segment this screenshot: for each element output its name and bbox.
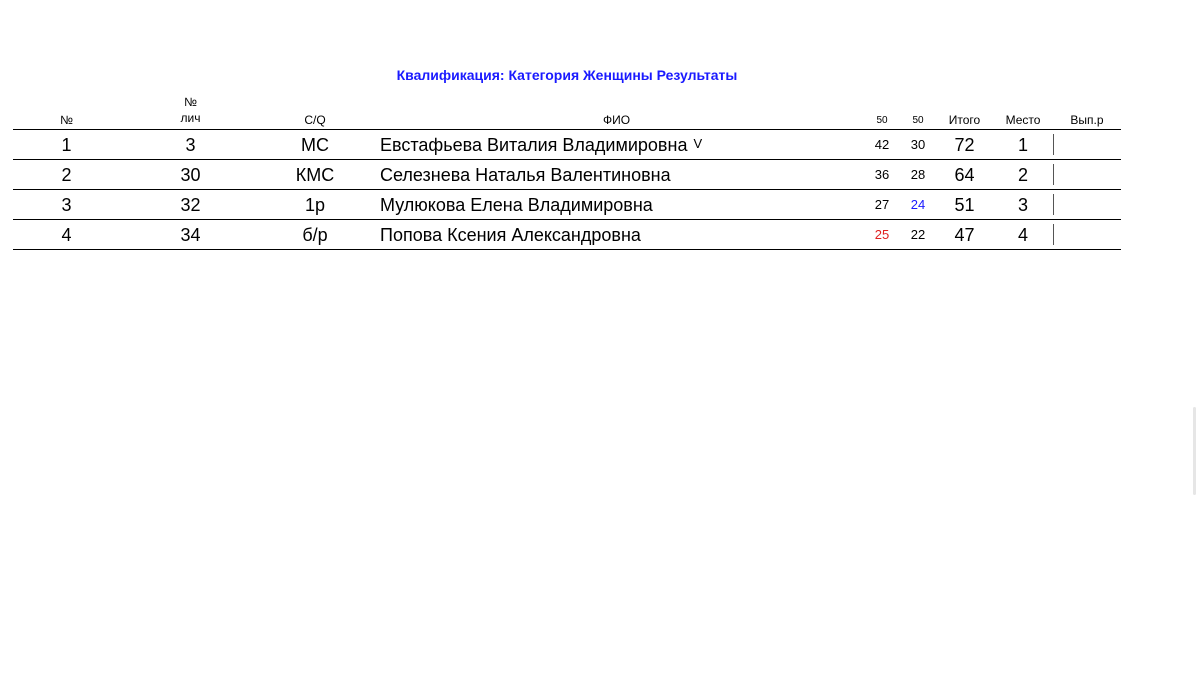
- column-divider: [1053, 134, 1054, 155]
- row-num: 2: [61, 164, 72, 185]
- column-divider: [1053, 224, 1054, 245]
- row-total: 72: [954, 134, 975, 155]
- row-bib: 32: [180, 194, 201, 215]
- header-total: Итого: [948, 113, 981, 127]
- row-score1: 25: [874, 227, 890, 242]
- row-total: 51: [954, 194, 975, 215]
- scrollbar-thumb[interactable]: [1193, 407, 1196, 495]
- row-category: КМС: [295, 164, 335, 185]
- column-divider: [1053, 194, 1054, 215]
- page-title: Квалификация: Категория Женщины Результаты: [396, 67, 738, 83]
- header-bib-top: №: [184, 95, 197, 109]
- header-place: Место: [1005, 113, 1041, 127]
- row-bib: 3: [185, 134, 196, 155]
- row-name-cell: [369, 136, 864, 154]
- header-bib-bottom: лич: [180, 111, 201, 125]
- row-num: 4: [61, 224, 72, 245]
- row-num: 3: [61, 194, 72, 215]
- row-category: 1р: [304, 194, 326, 215]
- row-bib: 34: [180, 224, 201, 245]
- row-score2: 30: [910, 137, 926, 152]
- row-total: 47: [954, 224, 975, 245]
- table-row: [13, 130, 1121, 160]
- row-name: Евстафьева Виталия Владимировна: [380, 134, 688, 155]
- check-mark-icon: V: [693, 135, 703, 151]
- row-place: 4: [1017, 224, 1028, 245]
- row-category: МС: [301, 134, 329, 155]
- header-score1: 50: [876, 115, 888, 126]
- row-score2: 24: [910, 197, 926, 212]
- header-category: C/Q: [304, 113, 326, 127]
- header-bib-label: [181, 94, 201, 126]
- row-name: Мулюкова Елена Владимировна: [380, 194, 653, 215]
- header-score2: 50: [912, 115, 924, 126]
- header-rank: Вып.р: [1070, 113, 1104, 127]
- table-row: [13, 220, 1121, 250]
- row-score1: 42: [874, 137, 890, 152]
- row-score2: 28: [910, 167, 926, 182]
- row-place: 2: [1017, 164, 1028, 185]
- row-score1: 36: [874, 167, 890, 182]
- row-num: 1: [61, 134, 72, 155]
- row-name: Селезнева Наталья Валентиновна: [380, 164, 671, 185]
- table-header: [13, 95, 1121, 130]
- row-name: Попова Ксения Александровна: [380, 224, 641, 245]
- column-divider: [1053, 164, 1054, 185]
- row-score1: 27: [874, 197, 890, 212]
- header-bib: [120, 94, 261, 126]
- header-num: №: [60, 113, 73, 127]
- row-score2: 22: [910, 227, 926, 242]
- results-table: [13, 95, 1121, 250]
- table-row: [13, 190, 1121, 220]
- row-total: 64: [954, 164, 975, 185]
- row-place: 1: [1017, 134, 1028, 155]
- row-place: 3: [1017, 194, 1028, 215]
- row-category: б/р: [302, 224, 328, 245]
- row-bib: 30: [180, 164, 201, 185]
- table-row: [13, 160, 1121, 190]
- header-name: ФИО: [602, 113, 631, 127]
